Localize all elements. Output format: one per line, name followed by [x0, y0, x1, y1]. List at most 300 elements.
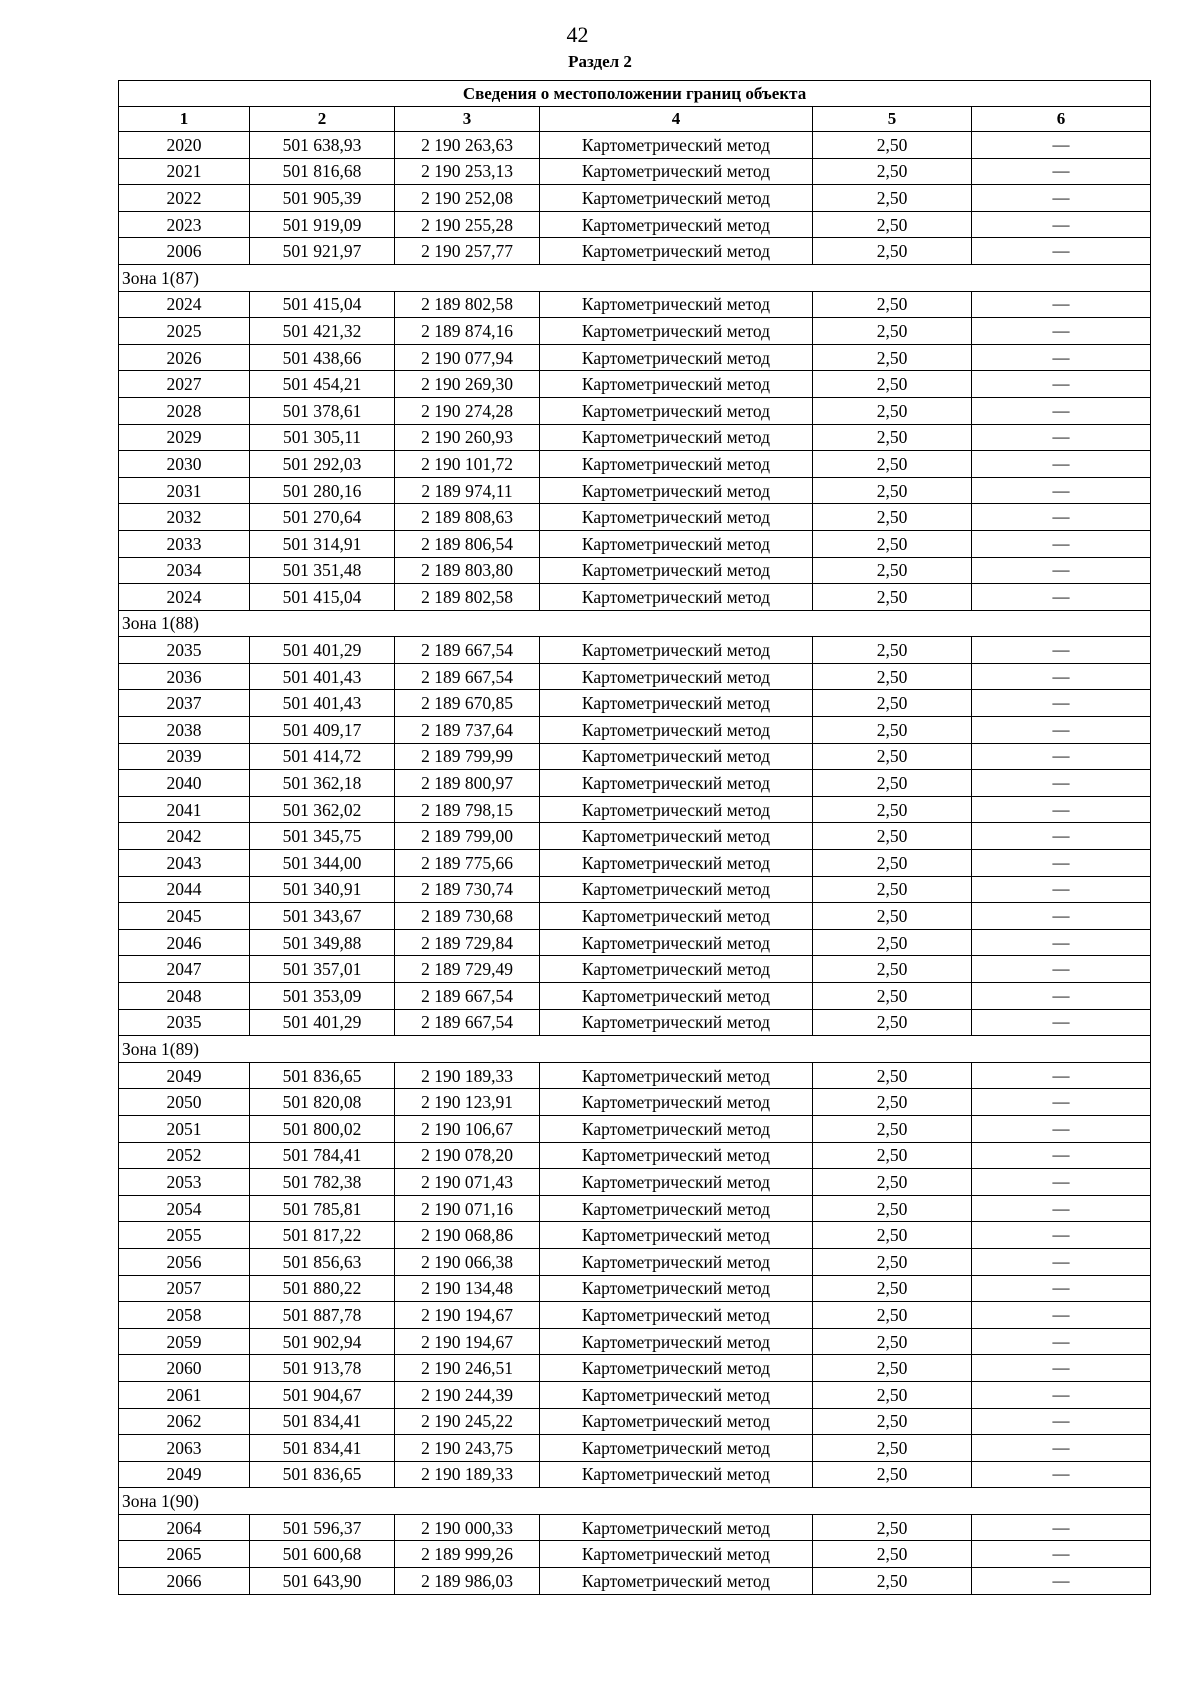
- y-coordinate-cell: 2 189 730,68: [395, 903, 540, 930]
- description-cell: —: [972, 158, 1151, 185]
- y-coordinate-cell: 2 189 799,99: [395, 743, 540, 770]
- point-number-cell: 2026: [119, 344, 250, 371]
- method-cell: Картометрический метод: [540, 823, 813, 850]
- method-cell: Картометрический метод: [540, 477, 813, 504]
- description-cell: —: [972, 850, 1151, 877]
- column-number: 2: [250, 107, 395, 132]
- x-coordinate-cell: 501 800,02: [250, 1115, 395, 1142]
- x-coordinate-cell: 501 856,63: [250, 1248, 395, 1275]
- accuracy-cell: 2,50: [813, 530, 972, 557]
- point-number-cell: 2021: [119, 158, 250, 185]
- table-row: [119, 318, 1151, 345]
- point-number-cell: 2062: [119, 1408, 250, 1435]
- description-cell: —: [972, 1461, 1151, 1488]
- method-cell: Картометрический метод: [540, 530, 813, 557]
- accuracy-cell: 2,50: [813, 1381, 972, 1408]
- x-coordinate-cell: 501 401,29: [250, 1009, 395, 1036]
- y-coordinate-cell: 2 189 808,63: [395, 504, 540, 531]
- description-cell: —: [972, 823, 1151, 850]
- accuracy-cell: 2,50: [813, 903, 972, 930]
- point-number-cell: 2036: [119, 663, 250, 690]
- y-coordinate-cell: 2 190 252,08: [395, 185, 540, 212]
- method-cell: Картометрический метод: [540, 1115, 813, 1142]
- description-cell: —: [972, 1435, 1151, 1462]
- table-row: [119, 1062, 1151, 1089]
- x-coordinate-cell: 501 362,18: [250, 770, 395, 797]
- table-row: [119, 1169, 1151, 1196]
- method-cell: Картометрический метод: [540, 584, 813, 611]
- x-coordinate-cell: 501 280,16: [250, 477, 395, 504]
- y-coordinate-cell: 2 190 189,33: [395, 1461, 540, 1488]
- x-coordinate-cell: 501 782,38: [250, 1169, 395, 1196]
- accuracy-cell: 2,50: [813, 796, 972, 823]
- method-cell: Картометрический метод: [540, 983, 813, 1010]
- point-number-cell: 2024: [119, 584, 250, 611]
- table-row: [119, 1514, 1151, 1541]
- table-row: [119, 238, 1151, 265]
- y-coordinate-cell: 2 190 068,86: [395, 1222, 540, 1249]
- point-number-cell: 2052: [119, 1142, 250, 1169]
- y-coordinate-cell: 2 190 260,93: [395, 424, 540, 451]
- y-coordinate-cell: 2 189 806,54: [395, 530, 540, 557]
- method-cell: Картометрический метод: [540, 291, 813, 318]
- zone-label: Зона 1(87): [119, 264, 1151, 291]
- accuracy-cell: 2,50: [813, 1248, 972, 1275]
- method-cell: Картометрический метод: [540, 717, 813, 744]
- description-cell: —: [972, 663, 1151, 690]
- table-row: [119, 397, 1151, 424]
- method-cell: Картометрический метод: [540, 796, 813, 823]
- accuracy-cell: 2,50: [813, 770, 972, 797]
- x-coordinate-cell: 501 414,72: [250, 743, 395, 770]
- y-coordinate-cell: 2 190 274,28: [395, 397, 540, 424]
- accuracy-cell: 2,50: [813, 717, 972, 744]
- description-cell: —: [972, 344, 1151, 371]
- description-cell: —: [972, 903, 1151, 930]
- method-cell: Картометрический метод: [540, 397, 813, 424]
- accuracy-cell: 2,50: [813, 504, 972, 531]
- x-coordinate-cell: 501 349,88: [250, 929, 395, 956]
- x-coordinate-cell: 501 596,37: [250, 1514, 395, 1541]
- description-cell: —: [972, 185, 1151, 212]
- x-coordinate-cell: 501 344,00: [250, 850, 395, 877]
- y-coordinate-cell: 2 190 245,22: [395, 1408, 540, 1435]
- y-coordinate-cell: 2 189 802,58: [395, 584, 540, 611]
- accuracy-cell: 2,50: [813, 557, 972, 584]
- description-cell: —: [972, 1328, 1151, 1355]
- x-coordinate-cell: 501 270,64: [250, 504, 395, 531]
- table-row: [119, 477, 1151, 504]
- column-number: 6: [972, 107, 1151, 132]
- point-number-cell: 2057: [119, 1275, 250, 1302]
- point-number-cell: 2051: [119, 1115, 250, 1142]
- description-cell: —: [972, 1062, 1151, 1089]
- method-cell: Картометрический метод: [540, 637, 813, 664]
- page-number: 42: [566, 22, 589, 47]
- column-number: 1: [119, 107, 250, 132]
- zone-row: [119, 1036, 1151, 1063]
- x-coordinate-cell: 501 305,11: [250, 424, 395, 451]
- description-cell: —: [972, 397, 1151, 424]
- y-coordinate-cell: 2 190 071,16: [395, 1195, 540, 1222]
- description-cell: —: [972, 584, 1151, 611]
- description-cell: —: [972, 1009, 1151, 1036]
- y-coordinate-cell: 2 190 253,13: [395, 158, 540, 185]
- zone-label: Зона 1(90): [119, 1488, 1151, 1515]
- accuracy-cell: 2,50: [813, 690, 972, 717]
- x-coordinate-cell: 501 638,93: [250, 132, 395, 159]
- table-row: [119, 929, 1151, 956]
- description-cell: —: [972, 1169, 1151, 1196]
- description-cell: —: [972, 1302, 1151, 1329]
- x-coordinate-cell: 501 401,43: [250, 690, 395, 717]
- method-cell: Картометрический метод: [540, 876, 813, 903]
- x-coordinate-cell: 501 409,17: [250, 717, 395, 744]
- accuracy-cell: 2,50: [813, 1169, 972, 1196]
- y-coordinate-cell: 2 189 670,85: [395, 690, 540, 717]
- table-row: [119, 903, 1151, 930]
- y-coordinate-cell: 2 190 244,39: [395, 1381, 540, 1408]
- description-cell: —: [972, 318, 1151, 345]
- description-cell: —: [972, 637, 1151, 664]
- accuracy-cell: 2,50: [813, 451, 972, 478]
- y-coordinate-cell: 2 190 243,75: [395, 1435, 540, 1462]
- x-coordinate-cell: 501 415,04: [250, 291, 395, 318]
- table-row: [119, 1568, 1151, 1595]
- y-coordinate-cell: 2 189 798,15: [395, 796, 540, 823]
- boundary-coordinates-table: [118, 80, 1151, 1595]
- table-row: [119, 1461, 1151, 1488]
- table-row: [119, 424, 1151, 451]
- method-cell: Картометрический метод: [540, 238, 813, 265]
- description-cell: —: [972, 424, 1151, 451]
- x-coordinate-cell: 501 816,68: [250, 158, 395, 185]
- table-row: [119, 983, 1151, 1010]
- x-coordinate-cell: 501 345,75: [250, 823, 395, 850]
- table-row: [119, 1248, 1151, 1275]
- method-cell: Картометрический метод: [540, 1275, 813, 1302]
- description-cell: —: [972, 796, 1151, 823]
- point-number-cell: 2031: [119, 477, 250, 504]
- description-cell: —: [972, 1275, 1151, 1302]
- x-coordinate-cell: 501 834,41: [250, 1408, 395, 1435]
- y-coordinate-cell: 2 189 974,11: [395, 477, 540, 504]
- method-cell: Картометрический метод: [540, 1328, 813, 1355]
- y-coordinate-cell: 2 190 066,38: [395, 1248, 540, 1275]
- table-row: [119, 371, 1151, 398]
- accuracy-cell: 2,50: [813, 132, 972, 159]
- x-coordinate-cell: 501 921,97: [250, 238, 395, 265]
- method-cell: Картометрический метод: [540, 743, 813, 770]
- x-coordinate-cell: 501 600,68: [250, 1541, 395, 1568]
- y-coordinate-cell: 2 189 800,97: [395, 770, 540, 797]
- description-cell: —: [972, 1195, 1151, 1222]
- accuracy-cell: 2,50: [813, 424, 972, 451]
- x-coordinate-cell: 501 836,65: [250, 1062, 395, 1089]
- y-coordinate-cell: 2 190 106,67: [395, 1115, 540, 1142]
- method-cell: Картометрический метод: [540, 850, 813, 877]
- point-number-cell: 2025: [119, 318, 250, 345]
- y-coordinate-cell: 2 189 986,03: [395, 1568, 540, 1595]
- description-cell: —: [972, 1514, 1151, 1541]
- zone-row: [119, 264, 1151, 291]
- x-coordinate-cell: 501 820,08: [250, 1089, 395, 1116]
- y-coordinate-cell: 2 190 000,33: [395, 1514, 540, 1541]
- accuracy-cell: 2,50: [813, 397, 972, 424]
- point-number-cell: 2064: [119, 1514, 250, 1541]
- table-row: [119, 796, 1151, 823]
- table-row: [119, 637, 1151, 664]
- method-cell: Картометрический метод: [540, 504, 813, 531]
- method-cell: Картометрический метод: [540, 663, 813, 690]
- x-coordinate-cell: 501 784,41: [250, 1142, 395, 1169]
- table-row: [119, 132, 1151, 159]
- description-cell: —: [972, 929, 1151, 956]
- accuracy-cell: 2,50: [813, 823, 972, 850]
- method-cell: Картометрический метод: [540, 1089, 813, 1116]
- point-number-cell: 2040: [119, 770, 250, 797]
- table-row: [119, 1275, 1151, 1302]
- table-row: [119, 823, 1151, 850]
- y-coordinate-cell: 2 190 194,67: [395, 1302, 540, 1329]
- description-cell: —: [972, 743, 1151, 770]
- accuracy-cell: 2,50: [813, 584, 972, 611]
- method-cell: Картометрический метод: [540, 424, 813, 451]
- accuracy-cell: 2,50: [813, 238, 972, 265]
- x-coordinate-cell: 501 401,29: [250, 637, 395, 664]
- accuracy-cell: 2,50: [813, 663, 972, 690]
- description-cell: —: [972, 238, 1151, 265]
- accuracy-cell: 2,50: [813, 371, 972, 398]
- accuracy-cell: 2,50: [813, 850, 972, 877]
- description-cell: —: [972, 557, 1151, 584]
- accuracy-cell: 2,50: [813, 743, 972, 770]
- table-caption: Сведения о местоположении границ объекта: [119, 81, 1151, 107]
- point-number-cell: 2024: [119, 291, 250, 318]
- x-coordinate-cell: 501 421,32: [250, 318, 395, 345]
- description-cell: —: [972, 876, 1151, 903]
- point-number-cell: 2048: [119, 983, 250, 1010]
- method-cell: Картометрический метод: [540, 1062, 813, 1089]
- x-coordinate-cell: 501 357,01: [250, 956, 395, 983]
- method-cell: Картометрический метод: [540, 1435, 813, 1462]
- description-cell: —: [972, 1568, 1151, 1595]
- x-coordinate-cell: 501 415,04: [250, 584, 395, 611]
- y-coordinate-cell: 2 190 257,77: [395, 238, 540, 265]
- method-cell: Картометрический метод: [540, 211, 813, 238]
- accuracy-cell: 2,50: [813, 1275, 972, 1302]
- point-number-cell: 2023: [119, 211, 250, 238]
- point-number-cell: 2066: [119, 1568, 250, 1595]
- accuracy-cell: 2,50: [813, 291, 972, 318]
- point-number-cell: 2037: [119, 690, 250, 717]
- table-row: [119, 743, 1151, 770]
- y-coordinate-cell: 2 189 667,54: [395, 1009, 540, 1036]
- zone-label: Зона 1(88): [119, 610, 1151, 637]
- x-coordinate-cell: 501 351,48: [250, 557, 395, 584]
- table-row: [119, 1328, 1151, 1355]
- y-coordinate-cell: 2 190 194,67: [395, 1328, 540, 1355]
- point-number-cell: 2030: [119, 451, 250, 478]
- point-number-cell: 2034: [119, 557, 250, 584]
- description-cell: —: [972, 451, 1151, 478]
- point-number-cell: 2038: [119, 717, 250, 744]
- point-number-cell: 2027: [119, 371, 250, 398]
- point-number-cell: 2033: [119, 530, 250, 557]
- x-coordinate-cell: 501 378,61: [250, 397, 395, 424]
- description-cell: —: [972, 477, 1151, 504]
- x-coordinate-cell: 501 905,39: [250, 185, 395, 212]
- description-cell: —: [972, 956, 1151, 983]
- y-coordinate-cell: 2 189 730,74: [395, 876, 540, 903]
- description-cell: —: [972, 530, 1151, 557]
- description-cell: —: [972, 1248, 1151, 1275]
- accuracy-cell: 2,50: [813, 1355, 972, 1382]
- table-row: [119, 344, 1151, 371]
- method-cell: Картометрический метод: [540, 344, 813, 371]
- point-number-cell: 2050: [119, 1089, 250, 1116]
- x-coordinate-cell: 501 902,94: [250, 1328, 395, 1355]
- table-row: [119, 663, 1151, 690]
- x-coordinate-cell: 501 454,21: [250, 371, 395, 398]
- point-number-cell: 2039: [119, 743, 250, 770]
- table-row: [119, 956, 1151, 983]
- table-row: [119, 584, 1151, 611]
- column-number: 3: [395, 107, 540, 132]
- point-number-cell: 2022: [119, 185, 250, 212]
- accuracy-cell: 2,50: [813, 477, 972, 504]
- accuracy-cell: 2,50: [813, 318, 972, 345]
- accuracy-cell: 2,50: [813, 1115, 972, 1142]
- y-coordinate-cell: 2 189 729,49: [395, 956, 540, 983]
- method-cell: Картометрический метод: [540, 1381, 813, 1408]
- description-cell: —: [972, 770, 1151, 797]
- description-cell: —: [972, 1541, 1151, 1568]
- y-coordinate-cell: 2 190 269,30: [395, 371, 540, 398]
- x-coordinate-cell: 501 401,43: [250, 663, 395, 690]
- description-cell: —: [972, 1381, 1151, 1408]
- x-coordinate-cell: 501 919,09: [250, 211, 395, 238]
- x-coordinate-cell: 501 643,90: [250, 1568, 395, 1595]
- accuracy-cell: 2,50: [813, 1541, 972, 1568]
- point-number-cell: 2059: [119, 1328, 250, 1355]
- x-coordinate-cell: 501 314,91: [250, 530, 395, 557]
- description-cell: —: [972, 371, 1151, 398]
- y-coordinate-cell: 2 190 078,20: [395, 1142, 540, 1169]
- description-cell: —: [972, 1089, 1151, 1116]
- zone-row: [119, 1488, 1151, 1515]
- accuracy-cell: 2,50: [813, 1195, 972, 1222]
- y-coordinate-cell: 2 190 134,48: [395, 1275, 540, 1302]
- x-coordinate-cell: 501 785,81: [250, 1195, 395, 1222]
- table-row: [119, 1115, 1151, 1142]
- point-number-cell: 2020: [119, 132, 250, 159]
- x-coordinate-cell: 501 904,67: [250, 1381, 395, 1408]
- y-coordinate-cell: 2 190 189,33: [395, 1062, 540, 1089]
- x-coordinate-cell: 501 438,66: [250, 344, 395, 371]
- y-coordinate-cell: 2 189 737,64: [395, 717, 540, 744]
- point-number-cell: 2063: [119, 1435, 250, 1462]
- table-row: [119, 158, 1151, 185]
- point-number-cell: 2028: [119, 397, 250, 424]
- description-cell: —: [972, 1355, 1151, 1382]
- section-title: Раздел 2: [568, 52, 632, 71]
- method-cell: Картометрический метод: [540, 557, 813, 584]
- table-row: [119, 1408, 1151, 1435]
- description-cell: —: [972, 1408, 1151, 1435]
- table-row: [119, 185, 1151, 212]
- method-cell: Картометрический метод: [540, 371, 813, 398]
- method-cell: Картометрический метод: [540, 1541, 813, 1568]
- point-number-cell: 2042: [119, 823, 250, 850]
- table-row: [119, 876, 1151, 903]
- x-coordinate-cell: 501 362,02: [250, 796, 395, 823]
- description-cell: —: [972, 132, 1151, 159]
- table-row: [119, 850, 1151, 877]
- point-number-cell: 2035: [119, 1009, 250, 1036]
- table-row: [119, 1302, 1151, 1329]
- y-coordinate-cell: 2 189 803,80: [395, 557, 540, 584]
- point-number-cell: 2060: [119, 1355, 250, 1382]
- accuracy-cell: 2,50: [813, 158, 972, 185]
- method-cell: Картометрический метод: [540, 1514, 813, 1541]
- accuracy-cell: 2,50: [813, 1089, 972, 1116]
- accuracy-cell: 2,50: [813, 983, 972, 1010]
- table-row: [119, 1195, 1151, 1222]
- accuracy-cell: 2,50: [813, 1435, 972, 1462]
- method-cell: Картометрический метод: [540, 185, 813, 212]
- point-number-cell: 2046: [119, 929, 250, 956]
- x-coordinate-cell: 501 340,91: [250, 876, 395, 903]
- table-row: [119, 1381, 1151, 1408]
- table-row: [119, 1355, 1151, 1382]
- y-coordinate-cell: 2 190 255,28: [395, 211, 540, 238]
- point-number-cell: 2043: [119, 850, 250, 877]
- y-coordinate-cell: 2 189 667,54: [395, 663, 540, 690]
- table-row: [119, 504, 1151, 531]
- x-coordinate-cell: 501 836,65: [250, 1461, 395, 1488]
- description-cell: —: [972, 717, 1151, 744]
- point-number-cell: 2049: [119, 1062, 250, 1089]
- x-coordinate-cell: 501 880,22: [250, 1275, 395, 1302]
- accuracy-cell: 2,50: [813, 1222, 972, 1249]
- table-row: [119, 291, 1151, 318]
- method-cell: Картометрический метод: [540, 1408, 813, 1435]
- description-cell: —: [972, 1142, 1151, 1169]
- accuracy-cell: 2,50: [813, 1514, 972, 1541]
- description-cell: —: [972, 504, 1151, 531]
- accuracy-cell: 2,50: [813, 929, 972, 956]
- accuracy-cell: 2,50: [813, 1009, 972, 1036]
- description-cell: —: [972, 1115, 1151, 1142]
- method-cell: Картометрический метод: [540, 1195, 813, 1222]
- method-cell: Картометрический метод: [540, 770, 813, 797]
- accuracy-cell: 2,50: [813, 1408, 972, 1435]
- y-coordinate-cell: 2 189 667,54: [395, 983, 540, 1010]
- y-coordinate-cell: 2 190 077,94: [395, 344, 540, 371]
- method-cell: Картометрический метод: [540, 318, 813, 345]
- accuracy-cell: 2,50: [813, 956, 972, 983]
- y-coordinate-cell: 2 189 729,84: [395, 929, 540, 956]
- y-coordinate-cell: 2 190 263,63: [395, 132, 540, 159]
- x-coordinate-cell: 501 834,41: [250, 1435, 395, 1462]
- description-cell: —: [972, 291, 1151, 318]
- description-cell: —: [972, 211, 1151, 238]
- accuracy-cell: 2,50: [813, 1302, 972, 1329]
- point-number-cell: 2058: [119, 1302, 250, 1329]
- description-cell: —: [972, 983, 1151, 1010]
- method-cell: Картометрический метод: [540, 929, 813, 956]
